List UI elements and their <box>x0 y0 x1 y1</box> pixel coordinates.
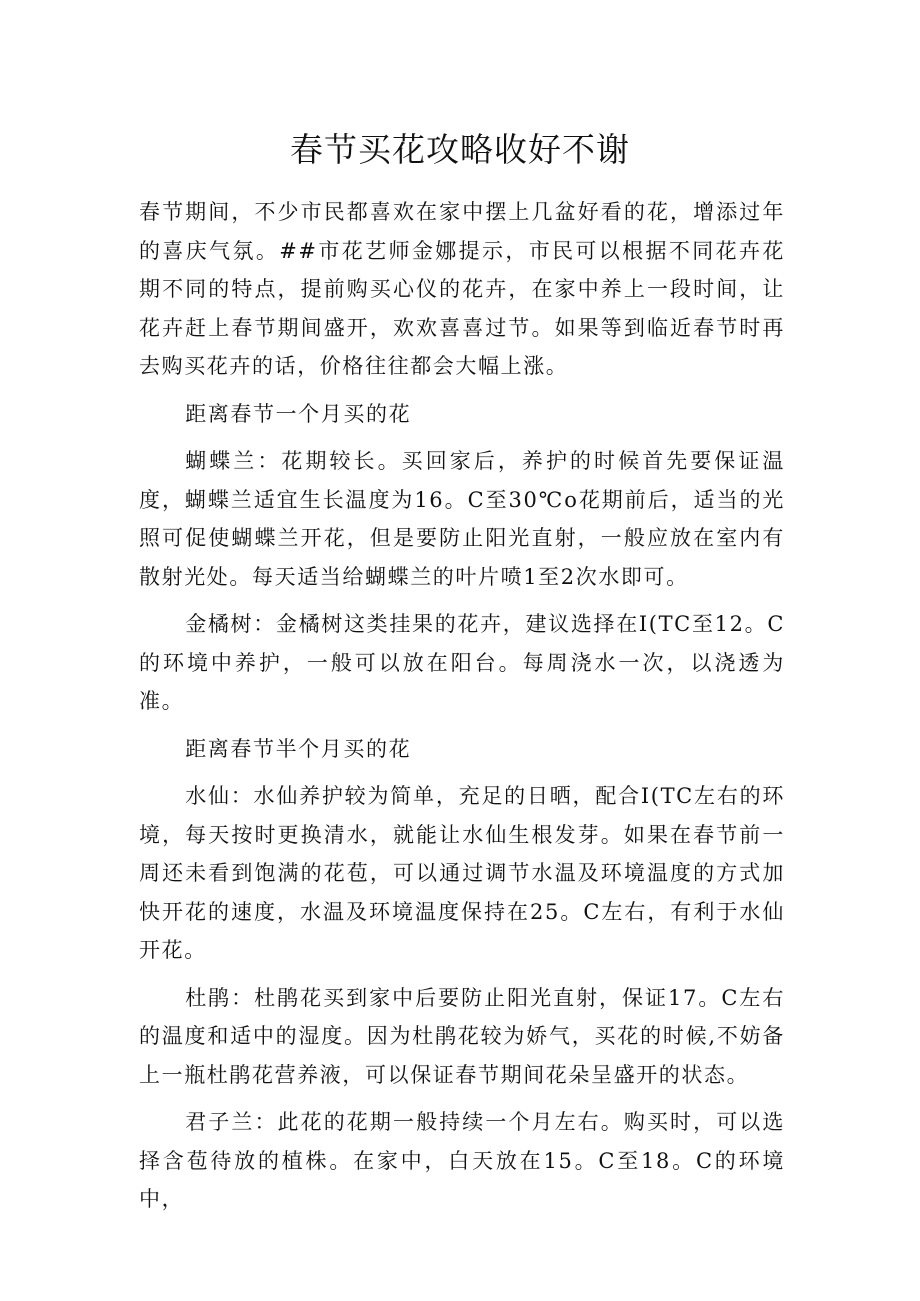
paragraph-clivia: 君子兰：此花的花期一般持续一个月左右。购买时，可以选择含苞待放的植株。在家中，白天放在15。C至18。C的环境中， <box>139 1110 785 1211</box>
document-body <box>139 193 785 1219</box>
document-title: 春节买花攻略收好不谢 <box>290 130 630 169</box>
section-heading-one-month: 距离春节一个月买的花 <box>185 401 412 426</box>
paragraph-kumquat: 金橘树：金橘树这类挂果的花卉，建议选择在I(TC至12。C的环境中养护，一般可以放在阳台。每周浇水一次，以浇透为准。 <box>139 612 785 713</box>
paragraph-narcissus: 水仙：水仙养护较为简单，充足的日晒，配合I(TC左右的环境，每天按时更换清水，就能让水仙生根发芽。如果在春节前一周还未看到饱满的花苞，可以通过调节水温及环境温度的方式加快开花的速度，水温及环境温度保持在25。C左右，有利于水仙开花。 <box>139 784 785 962</box>
intro-paragraph: 春节期间，不少市民都喜欢在家中摆上几盆好看的花，增添过年的喜庆气氛。##市花艺师金娜提示，市民可以根据不同花卉花期不同的特点，提前购买心仪的花卉，在家中养上一段时间，让花卉赶上春节期间盛开，欢欢喜喜过节。如果等到临近春节时再去购买花卉的话，价格往往都会大幅上涨。 <box>139 200 785 378</box>
section-heading-half-month: 距离春节半个月买的花 <box>185 736 412 761</box>
paragraph-azalea: 杜鹃：杜鹃花买到家中后要防止阳光直射，保证17。C左右的温度和适中的湿度。因为杜鹃花较为娇气，买花的时候,不妨备上一瓶杜鹃花营养液，可以保证春节期间花朵呈盛开的状态。 <box>139 985 785 1087</box>
paragraph-phalaenopsis: 蝴蝶兰：花期较长。买回家后，养护的时候首先要保证温度，蝴蝶兰适宜生长温度为16。C至30℃o花期前后，适当的光照可促使蝴蝶兰开花，但是要防止阳光直射，一般应放在室内有散射光处。每天适当给蝴蝶兰的叶片喷1至2次水即可。 <box>139 449 785 589</box>
